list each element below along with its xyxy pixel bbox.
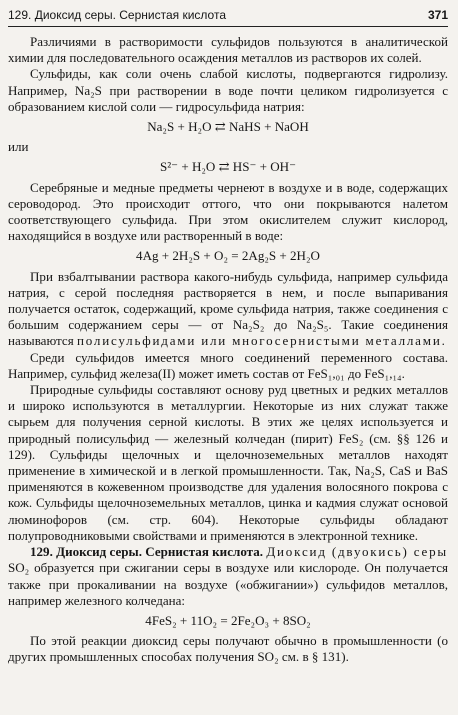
paragraph: Сульфиды, как соли очень слабой кислоты, подвергаются гидролизу. Например, Na₂S при растворении в воде почти целиком гидролизуется с образованием кислой соли — гидросульфида натрия: xyxy=(8,66,448,114)
paragraph-text: SO₂ образуется при сжигании серы в воздухе или кислороде. Он получается также при прокаливании на воздухе («обжигании») сульфидов металлов, например железного колчедана: xyxy=(8,560,448,608)
running-header xyxy=(8,6,448,27)
equation: S²⁻ + H₂O ⇄ HS⁻ + OH⁻ xyxy=(160,159,296,175)
spaced-term: полисульфидами или многосернистыми металлами. xyxy=(76,333,447,349)
paragraph: По этой реакции диоксид серы получают обычно в промышленности (о других промышленных способах получения SO₂ см. в § 131). xyxy=(8,633,448,665)
equation: 4Ag + 2H₂S + O₂ = 2Ag₂S + 2H₂O xyxy=(136,248,320,264)
equation: 4FeS₂ + 11O₂ = 2Fe₂O₃ + 8SO₂ xyxy=(145,612,311,628)
page-number: 371 xyxy=(427,8,448,22)
equation: Na₂S + H₂O ⇄ NaHS + NaOH xyxy=(147,119,309,135)
section-heading: 129. Диоксид серы. Сернистая кислота. xyxy=(30,544,264,560)
paragraph-text: При взбалтывании раствора какого-нибудь сульфида, например сульфида натрия, с серой последняя растворяется в нем, и после выпаривания получается остаток, содержащий, кроме сульфида натрия, также соединения с большим содержанием серы — от Na₂S₂ до Na₂S₅. Такие соединения называются xyxy=(8,268,448,349)
connector-text: или xyxy=(8,139,29,155)
paragraph: Природные сульфиды составляют основу руд цветных и редких металлов и широко используются в металлургии. Некоторые из них служат также сырьем для получения серной кислоты. В этих же целях используется и природный полисульфид — железный колчедан (пирит) FeS₂ (см. §§ 126 и 129). Сульфиды щелочных и щелочноземельных металлов находят применение в химической и в легкой промышленности. Так, Na₂S, CaS и BaS применяются в кожевенном производстве для удаления волосяного покрова с кож. Сульфиды щелочноземельных металлов, цинка и кадмия служат основой люминофоров (см. стр. 604). Некоторые сульфиды обладают полупроводниковыми свойствами и применяются в электронной технике. xyxy=(8,382,448,543)
page-body xyxy=(8,34,448,666)
paragraph: Серебряные и медные предметы чернеют в воздухе и в воде, содержащих сероводород. Это происходит оттого, что они покрываются налетом соответствующего сульфида. При этом окислителем служит кислород, находящийся в воздухе или растворенный в воде: xyxy=(8,179,448,244)
section-paragraph xyxy=(8,544,448,609)
spaced-term: Диоксид (двуокись) серы xyxy=(266,544,448,560)
header-title: 129. Диоксид серы. Сернистая кислота xyxy=(8,8,227,22)
paragraph: Различиями в растворимости сульфидов пользуются в аналитической химии для последовательного осаждения металлов из растворов их солей. xyxy=(8,34,448,66)
paragraph xyxy=(8,269,448,350)
paragraph: Среди сульфидов имеется много соединений переменного состава. Например, сульфид железа(II) может иметь состав от FeS₁,₀₁ до FeS₁,₁₄. xyxy=(8,349,448,381)
